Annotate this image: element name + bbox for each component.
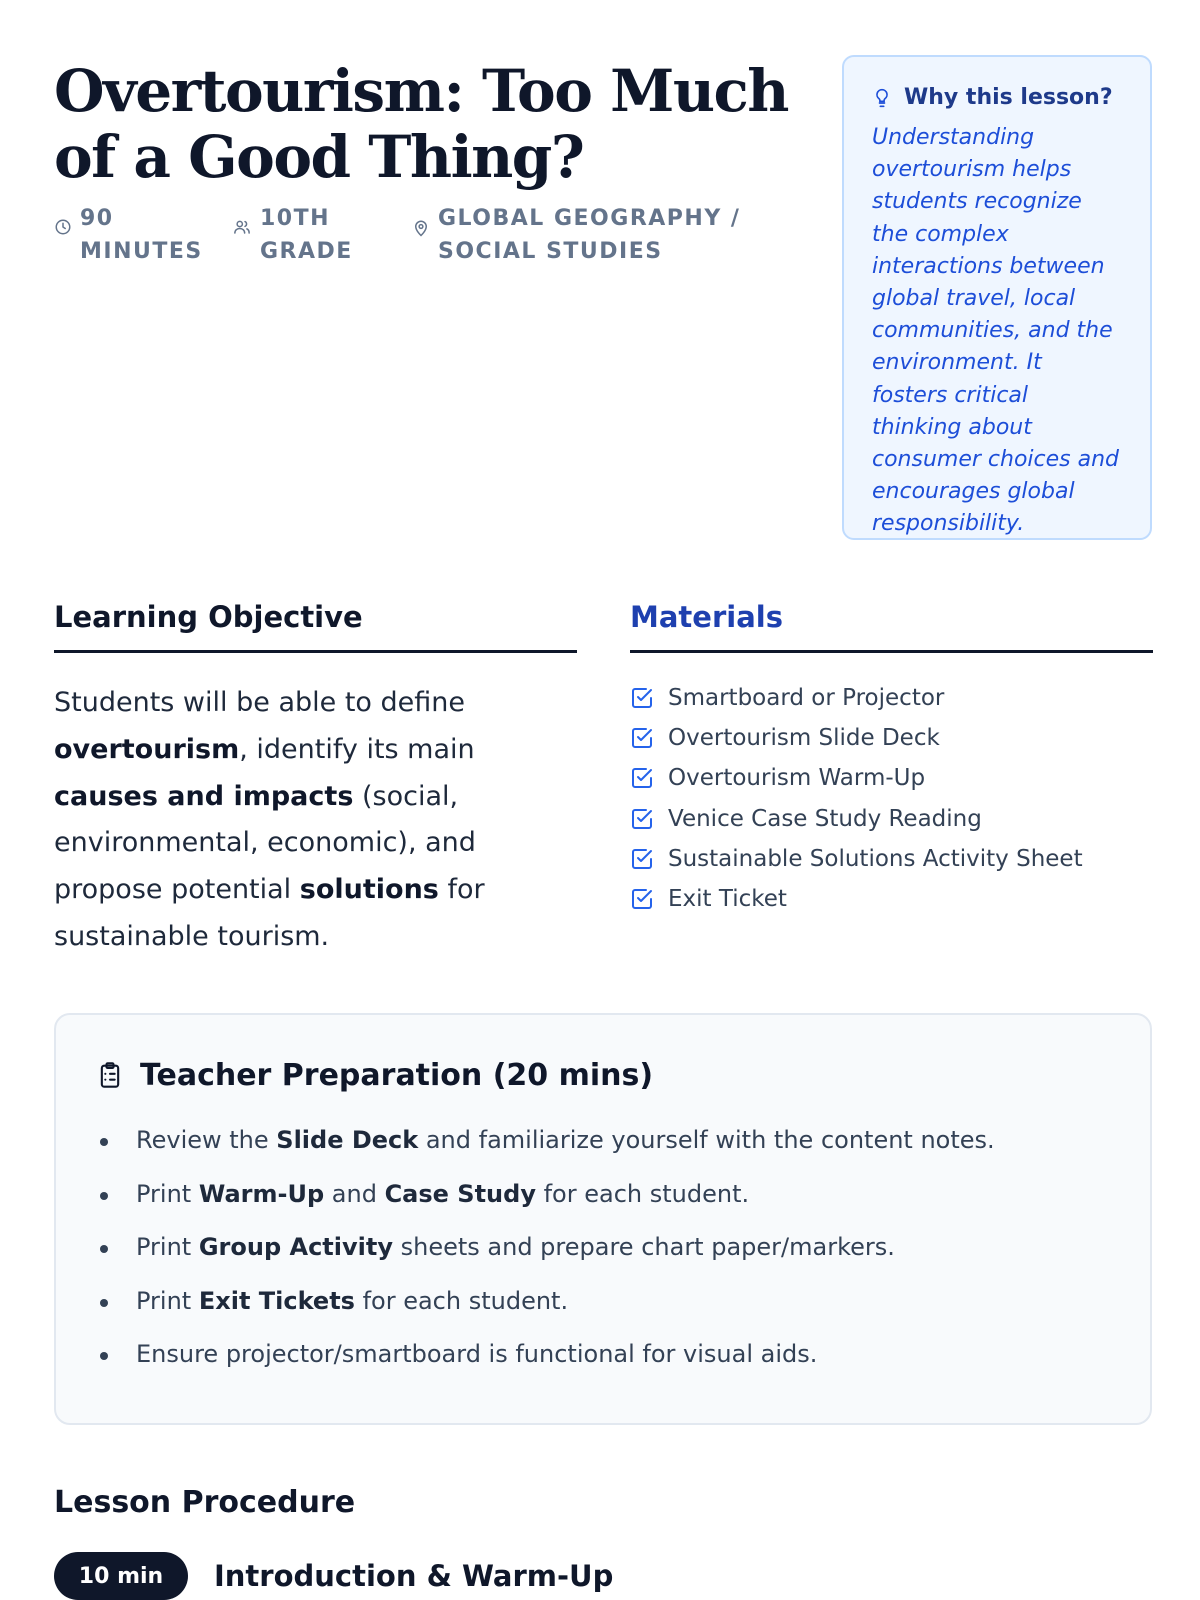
prep-list-item xyxy=(96,1179,1110,1233)
lesson-plan-page xyxy=(54,0,1152,1600)
why-this-lesson-callout xyxy=(842,55,1152,540)
materials-heading: Materials xyxy=(630,600,1153,653)
prep-text-run: Review the xyxy=(136,1126,277,1154)
lesson-procedure-heading: Lesson Procedure xyxy=(54,1485,356,1520)
material-item-label: Sustainable Solutions Activity Sheet xyxy=(668,845,1083,872)
checkbox-checked-icon xyxy=(630,686,654,710)
prep-text-run: Print xyxy=(136,1233,199,1261)
prep-text-run: Ensure projector/smartboard is functional for visual aids. xyxy=(136,1340,818,1368)
material-item xyxy=(630,799,1083,839)
material-item xyxy=(630,839,1083,879)
objective-emphasis: causes and impacts xyxy=(54,780,354,812)
why-heading xyxy=(872,85,1124,110)
objective-text-run: , identify its main xyxy=(239,733,475,765)
checkbox-checked-icon xyxy=(630,766,654,790)
checkbox-checked-icon xyxy=(630,807,654,831)
prep-emphasis: Slide Deck xyxy=(276,1126,419,1154)
why-heading-text: Why this lesson? xyxy=(904,85,1113,110)
material-item xyxy=(630,879,1083,919)
clock-icon xyxy=(54,218,72,236)
material-item-label: Exit Ticket xyxy=(668,886,787,913)
clipboard-list-icon xyxy=(96,1060,124,1090)
teacher-preparation-heading-text: Teacher Preparation (20 mins) xyxy=(140,1057,654,1093)
materials-list xyxy=(630,678,1083,919)
prep-list-item xyxy=(96,1339,1110,1393)
map-pin-icon xyxy=(412,218,430,238)
meta-duration-text: 90 MINUTES xyxy=(80,206,203,264)
objective-emphasis: solutions xyxy=(299,874,439,906)
meta-duration xyxy=(54,202,214,268)
procedure-step xyxy=(54,1552,613,1600)
prep-text-run: and xyxy=(324,1179,385,1208)
material-item-label: Venice Case Study Reading xyxy=(668,805,982,832)
objective-text-run: for sustainable tourism. xyxy=(54,874,485,952)
material-item xyxy=(630,758,1083,798)
learning-objective-text xyxy=(54,680,524,961)
teacher-preparation-card xyxy=(54,1013,1152,1425)
objective-text-run: (social, environmental, economic), and propose potential xyxy=(54,780,476,906)
objective-text-run: Students will be able to define xyxy=(54,687,465,718)
page-title: Overtourism: Too Much of a Good Thing? xyxy=(54,57,788,191)
prep-emphasis: Exit Tickets xyxy=(198,1286,355,1315)
material-item xyxy=(630,678,1083,718)
meta-grade xyxy=(232,202,392,268)
material-item-label: Overtourism Slide Deck xyxy=(668,725,940,752)
prep-text-run: Print xyxy=(136,1286,199,1315)
lightbulb-icon xyxy=(872,87,892,109)
step-duration-badge: 10 min xyxy=(54,1552,188,1600)
step-title: Introduction & Warm-Up xyxy=(214,1559,614,1593)
prep-text-run: and familiarize yourself with the content notes. xyxy=(418,1126,995,1154)
meta-subject-text: GLOBAL GEOGRAPHY / SOCIAL STUDIES xyxy=(438,206,741,264)
users-icon xyxy=(232,218,252,236)
prep-list-item xyxy=(96,1125,1110,1179)
prep-text-run: for each student. xyxy=(354,1286,569,1315)
material-item xyxy=(630,718,1083,758)
why-text: Understanding overtourism helps students recognize the complex interactions between global travel, local communities, and the environment. It fosters critical thinking about consumer choices and encourages global responsibility. xyxy=(872,125,1119,537)
prep-text-run: for each student. xyxy=(535,1179,750,1208)
prep-text-run: Print xyxy=(136,1179,199,1208)
prep-list-item xyxy=(96,1232,1110,1286)
checkbox-checked-icon xyxy=(630,847,654,871)
prep-emphasis: Case Study xyxy=(384,1179,536,1208)
teacher-preparation-heading xyxy=(96,1055,1110,1095)
prep-emphasis: Warm-Up xyxy=(198,1179,325,1208)
prep-list-item xyxy=(96,1286,1110,1340)
material-item-label: Overtourism Warm-Up xyxy=(668,765,926,792)
checkbox-checked-icon xyxy=(630,726,654,750)
prep-emphasis: Group Activity xyxy=(198,1233,393,1261)
learning-objective-heading: Learning Objective xyxy=(54,600,577,653)
teacher-preparation-list xyxy=(96,1125,1110,1393)
prep-text-run: sheets and prepare chart paper/markers. xyxy=(392,1233,895,1261)
meta-grade-text: 10TH GRADE xyxy=(260,206,353,264)
material-item-label: Smartboard or Projector xyxy=(668,685,945,712)
meta-subject xyxy=(412,202,832,268)
objective-emphasis: overtourism xyxy=(54,733,240,765)
checkbox-checked-icon xyxy=(630,887,654,911)
